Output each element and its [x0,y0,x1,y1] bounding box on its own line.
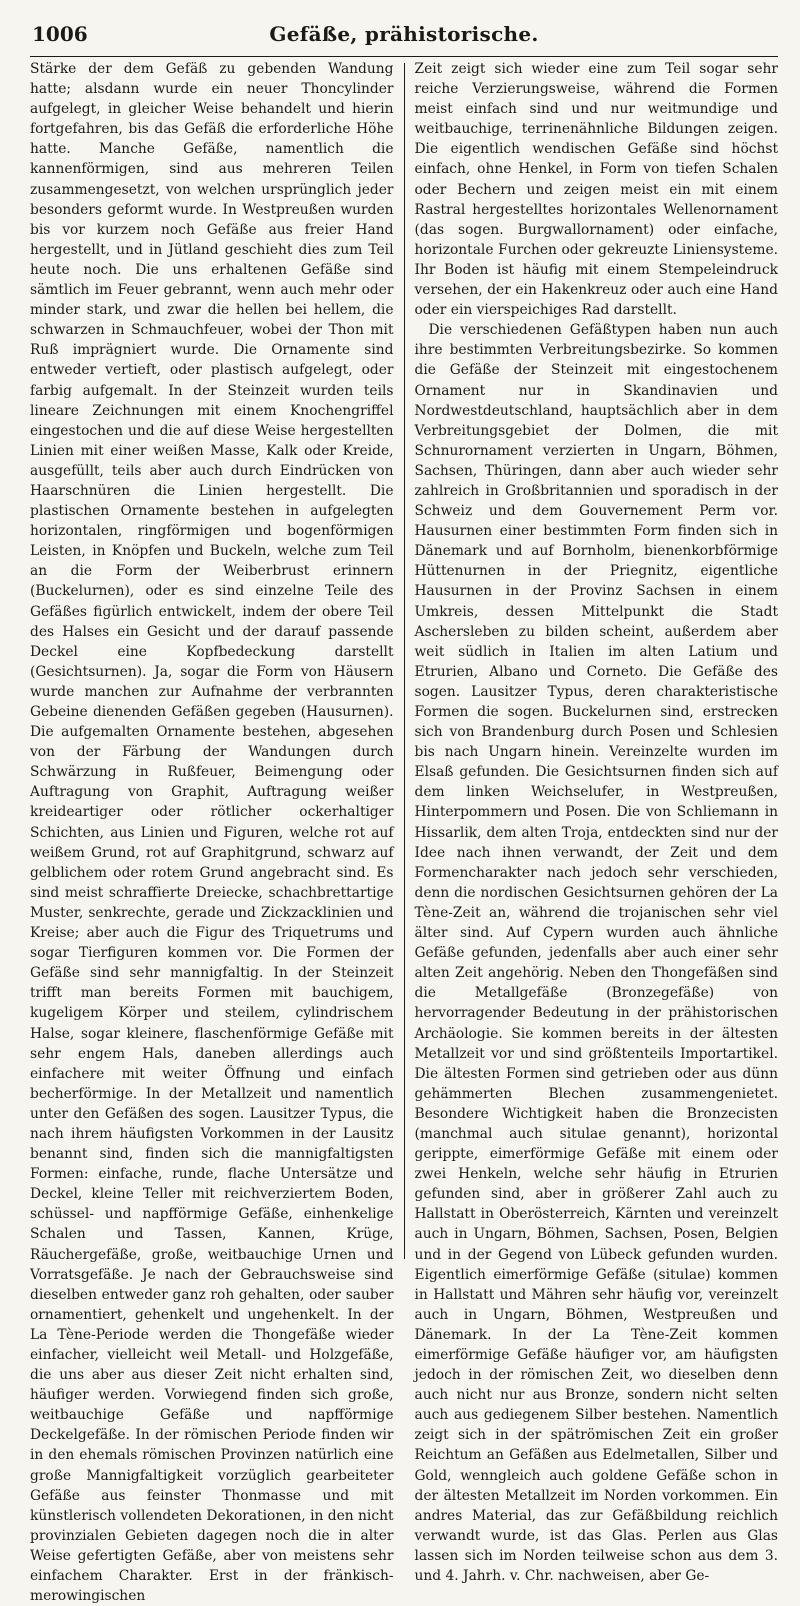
left-column [30,59,404,1605]
paragraph: Die verschiedenen Gefäßtypen haben nun auch ihre bestimmten Verbreitungsbezirke. So kommen die Gefäße der Steinzeit mit eingestochenem Ornament nur in Skandinavien und Nordwestdeutschland, hauptsächlich aber in dem Verbreitungsgebiet der Dolmen, die mit Schnurornament verzierten in Ungarn, Böhmen, Sachsen, Thüringen, dann aber auch wieder sehr zahlreich in Großbritannien und sporadisch in der Schweiz und dem Gouvernement Perm vor. Hausurnen einer bestimmten Form finden sich in Dänemark und auf Bornholm, bienenkorbförmige Hüttenurnen in der Priegnitz, eigentliche Hausurnen in der Provinz Sachsen in einem Umkreis, dessen Mittelpunkt die Stadt Aschersleben zu bilden scheint, außerdem aber weit südlich in Italien im alten Latium und Etrurien, Albano und Corneto. Die Gefäße des sogen. Lausitzer Typus, deren charakteristische Formen die sogen. Buckelurnen sind, erstrecken sich von Brandenburg durch Posen und Schlesien bis nach Ungarn hinein. Vereinzelte wurden im Elsaß gefunden. Die Gesichtsurnen finden sich auf dem linken Weichselufer, in Westpreußen, Hinterpommern und Posen. Die von Schliemann in Hissarlik, dem alten Troja, entdeckten sind nur der Idee nach ihnen verwandt, der Zeit und dem Formencharakter nach jedoch sehr verschieden, denn die nordischen Gesichtsurnen gehören der La Tène-Zeit an, während die trojanischen sehr viel älter sind. Auf Cypern wurden auch ähnliche Gefäße gefunden, jedenfalls aber auch einer sehr alten Zeit angehörig. Neben den Thongefäßen sind die Metallgefäße (Bronzegefäße) von hervorragender Bedeutung in der prähistorischen Archäologie. Sie kommen bereits in der ältesten Metallzeit vor und sind größtenteils Importartikel. Die ältesten Formen sind getrieben oder aus dünn gehämmerten Blechen zusammengenietet. Besondere Wichtigkeit haben die Bronzecisten (manchmal auch situlae genannt), horizontal gerippte, eimerförmige Gefäße mit einem oder zwei Henkeln, welche sehr häufig in Etrurien gefunden sind, aber in größerer Zahl auch zu Hallstatt in Oberösterreich, Kärnten und vereinzelt auch in Ungarn, Böhmen, Sachsen, Posen, Belgien und in der Gegend von Lübeck gefunden wurden. Eigentlich eimerförmige Gefäße (situlae) kommen in Hallstatt und Mähren sehr häufig vor, vereinzelt auch in Ungarn, Böhmen, Westpreußen und Dänemark. In der La Tène-Zeit kommen eimerförmige Gefäße häufiger vor, am häufigsten jedoch in der römischen Zeit, wo dieselben denn auch nicht nur aus Bronze, sondern nicht selten auch aus gediegenem Silber bestehen. Namentlich zeigt sich in der spätrömischen Zeit ein großer Reichtum an Gefäßen aus Edelmetallen, Silber und Gold, wenngleich auch goldene Gefäße schon in der ältesten Metallzeit im Norden vorkommen. Ein andres Material, das zur Gefäßbildung reichlich verwandt wurde, ist das Glas. Perlen aus Glas lassen sich im Norden teilweise schon aus dem 3. und 4. Jahrh. v. Chr. nachweisen, aber Ge- [414,322,778,1585]
page-header [30,18,778,57]
running-title: Gefäße, prähistorische. [269,22,539,46]
paragraph: Zeit zeigt sich wieder eine zum Teil sogar sehr reiche Verzierungsweise, während die Formen meist einfach sind und nur weitmundige und weitbauchige, terrinenähnliche Bildungen zeigen. Die eigentlich wendischen Gefäße sind höchst einfach, ohne Henkel, in Form von tiefen Schalen oder Bechern und zeigen meist ein mit einem Rastral hergestelltes horizontales Wellenornament (das sogen. Burgwallornament) oder einfache, horizontale Furchen oder gekreuzte Liniensysteme. Ihr Boden ist häufig mit einem Stempeleindruck versehen, der ein Hakenkreuz oder auch eine Hand oder ein vierspeichiges Rad darstellt. [414,61,778,319]
right-column [405,59,779,1585]
text-columns [30,59,778,1605]
paragraph: Stärke der dem Gefäß zu gebenden Wandung hatte; alsdann wurde ein neuer Thoncylinder aufgelegt, in gleicher Weise behandelt und hierin fortgefahren, bis das Gefäß die erforderliche Höhe hatte. Manche Gefäße, namentlich die kannenförmigen, sind aus mehreren Teilen zusammengesetzt, von welchen ursprünglich jeder besonders geformt wurde. In Westpreußen wurden bis vor kurzem noch Gefäße aus freier Hand hergestellt, und in Jütland geschieht dies zum Teil heute noch. Die uns erhaltenen Gefäße sind sämtlich im Feuer gebrannt, wenn auch mehr oder minder stark, und zwar die hellen bei hellem, die schwarzen in Schmauchfeuer, wobei der Thon mit Ruß imprägniert wurde. Die Ornamente sind entweder vertieft, oder plastisch aufgelegt, oder farbig aufgemalt. In der Steinzeit wurden teils lineare Zeichnungen mit einem Knochengriffel eingestochen und die auf diese Weise hergestellten Linien mit einer weißen Masse, Kalk oder Kreide, ausgefüllt, teils aber auch durch Eindrücken von Haarschnüren die Linien hergestellt. Die plastischen Ornamente bestehen in aufgelegten horizontalen, ringförmigen und bogenförmigen Leisten, in Knöpfen und Buckeln, welche zum Teil an die Form der Weiberbrust erinnern (Buckelurnen), oder es sind einzelne Teile des Gefäßes figürlich entwickelt, indem der obere Teil des Halses ein Gesicht und der darauf passende Deckel eine Kopfbedeckung darstellt (Gesichtsurnen). Ja, sogar die Form von Häusern wurde manchen zur Aufnahme der verbrannten Gebeine dienenden Gefäßen gegeben (Hausurnen). Die aufgemalten Ornamente bestehen, abgesehen von der Färbung der Wandungen durch Schwärzung in Rußfeuer, Beimengung oder Auftragung von Graphit, Auftragung weißer kreideartiger oder rötlicher ockerhaltiger Schichten, aus Linien und Figuren, welche rot auf weißem Grund, rot auf Graphitgrund, schwarz auf gelblichem oder rotem Grund angebracht sind. Es sind meist schraffierte Dreiecke, schachbrettartige Muster, senkrechte, gerade und Zickzacklinien und Kreise; aber auch die Figur des Triquetrums und sogar Tierfiguren kommen vor. Die Formen der Gefäße sind sehr mannigfaltig. In der Steinzeit trifft man bereits Formen mit bauchigem, kugeligem Körper und steilem, cylindrischem Halse, sogar kleinere, flaschenförmige Gefäße mit sehr engem Hals, daneben allerdings auch einfachere mit weiter Öffnung und einfach becherförmige. In der Metallzeit und namentlich unter den Gefäßen des sogen. Lausitzer Typus, die nach ihrem häufigsten Vorkommen in der Lausitz benannt sind, finden sich die mannigfaltigsten Formen: einfache, runde, flache Untersätze und Deckel, kleine Teller mit reichverziertem Boden, schüssel- und napfförmige Gefäße, einhenkelige Schalen und Tassen, Kannen, Krüge, Räuchergefäße, große, weitbauchige Urnen und Vorratsgefäße. Je nach der Gebrauchsweise sind dieselben entweder ganz roh gehalten, oder sauber ornamentiert, gehenkelt und ungehenkelt. In der La Tène-Periode werden die Thongefäße wieder einfacher, vielleicht weil Metall- und Holzgefäße, die uns aber aus dieser Zeit nicht erhalten sind, häufiger werden. Vorwiegend finden sich große, weitbauchige Gefäße und napfförmige Deckelgefäße. In der römischen Periode finden wir in den ehemals römischen Provinzen natürlich eine große Mannigfaltigkeit vorzüglich gearbeiteter Gefäße aus feinster Thonmasse und mit künstlerisch vollendeten Dekorationen, in den nicht provinzialen Gebieten dagegen noch die in alter Weise gefertigten Gefäße, aber von meistens sehr einfachem Charakter. Erst in der fränkisch-merowingischen [30,61,394,1605]
page-number: 1006 [32,22,88,46]
